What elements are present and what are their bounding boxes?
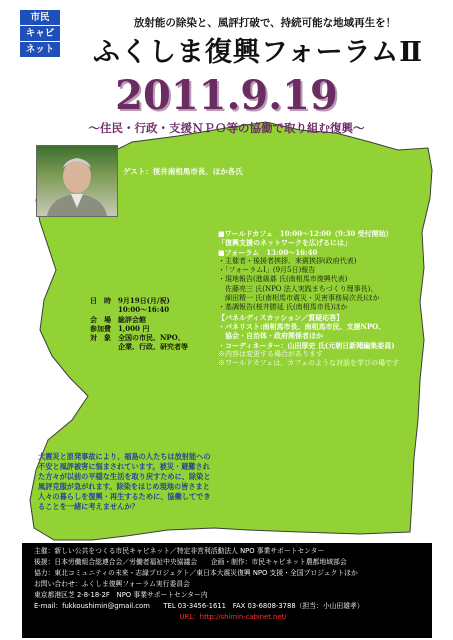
page-title: ふくしま復興フォーラムⅡ — [92, 37, 424, 68]
program-line: ※内容は変更する場合があります — [218, 349, 323, 358]
logo-line: 市民 — [20, 10, 60, 25]
guest-photo — [36, 145, 118, 217]
program-line: ■フォーラム 13:00～16:40 — [218, 247, 318, 257]
program-line: 【パネルディスカッション／質疑応答】 — [218, 312, 344, 322]
footer-line: 後援：日本労働組合総連合会／労働者福祉中央協議会 企画・制作：市民キャビネット農都地域部会 — [34, 558, 347, 566]
program-line: 協会・自治体・政府関係者ほか — [218, 331, 323, 341]
tagline: 放射能の除染と、風評打破で、持続可能な地域再生を！ — [133, 17, 397, 29]
event-detail-line: 企業、行政、研究者等 — [90, 342, 188, 352]
appeal-text: 大震災と原発事故により、福島の人たちは放射能への不安と風評被害に悩まされています。被災・避難された方々が以前の平穏な生活を取り戻すために、除染と風評克服が急がれます。除染をはじめ現地の皆さまと人々の暮らしを復興・再生するために、協働してできることを一緒に考えませんか？ — [38, 452, 211, 511]
event-details — [90, 296, 188, 352]
program-line: ・基調報告(桜井勝延 氏(南相馬市長)ほか — [218, 303, 348, 312]
footer-line: E-mail：fukkoushimin@gmail.com TEL 03-3456-1611 FAX 03-6808-3788（担当：小山田雄孝） — [34, 602, 364, 610]
program-line: ・パネリスト:南相馬市長、南相馬市民、支援NPO、 — [218, 321, 386, 331]
logo-shimin-cabinet — [20, 10, 60, 58]
footer-line: お問い合わせ：ふくしま復興フォーラム実行委員会 — [34, 580, 190, 588]
event-detail-line: 参加費 1,000 円 — [90, 323, 150, 333]
guest-caption: ゲスト：桜井南相馬市長、ほか各氏 — [123, 167, 243, 176]
program-details — [218, 229, 399, 368]
footer-info — [22, 543, 432, 638]
subtitle: ～住民・行政・支援ＮＰＯ等の協働で取り組む復興～ — [88, 121, 365, 135]
program-line: 細田精一 氏(南相馬市震災・災害事務局次長)ほか — [218, 294, 380, 303]
event-detail-line: 10:00～16:40 — [90, 305, 170, 315]
event-date: 2011.9.19 — [115, 72, 338, 119]
program-line: ・現地報告(進級碁 氏(南相馬市復興代表) — [218, 275, 348, 284]
event-detail-line: 対 象 全国の市民、NPO、 — [90, 333, 185, 343]
event-detail-line: 会 場 総評会館 — [90, 314, 146, 324]
logo-line: ネット — [20, 42, 60, 57]
program-line: ・主催者・後援者挨拶、来賓挨拶(政府代表) — [218, 256, 357, 265]
program-line: ※ワールドカフェは、カフェのような対話を学びの場です — [218, 359, 399, 368]
logo-line: キャビ — [20, 26, 60, 41]
event-detail-line: 日 時 9月19日(月/祝) — [90, 296, 170, 305]
program-line: 「復興支援のネットワークを広げるには」 — [218, 238, 351, 248]
program-line: ・「フォーラムⅠ」(9月5日)報告 — [218, 266, 316, 275]
program-line: ・コーディネーター：山田厚史 氏(元朝日新聞編集委員) — [218, 340, 395, 350]
program-line: ■ワールドカフェ 10:00～12:00（9:30 受付開始） — [218, 229, 393, 238]
program-line: 佐藤亮三 氏(NPO 法人実践まちづくり理事長)、 — [218, 284, 378, 293]
footer-line: 主催：新しい公共をつくる市民キャビネット／特定非営利活動法人 NPO 事業サポートセンター — [34, 547, 325, 555]
footer-line: 東京都港区芝 2-8-18-2F NPO 事業サポートセンター内 — [34, 591, 208, 599]
footer-line: 協力：東北コミュニティの未来・志縁プロジェクト／東日本大震災復興 NPO 支援・全国プロジェクトほか — [34, 569, 358, 577]
footer-url-link[interactable]: URL：http://shimin-cabinet.net/ — [179, 613, 287, 621]
